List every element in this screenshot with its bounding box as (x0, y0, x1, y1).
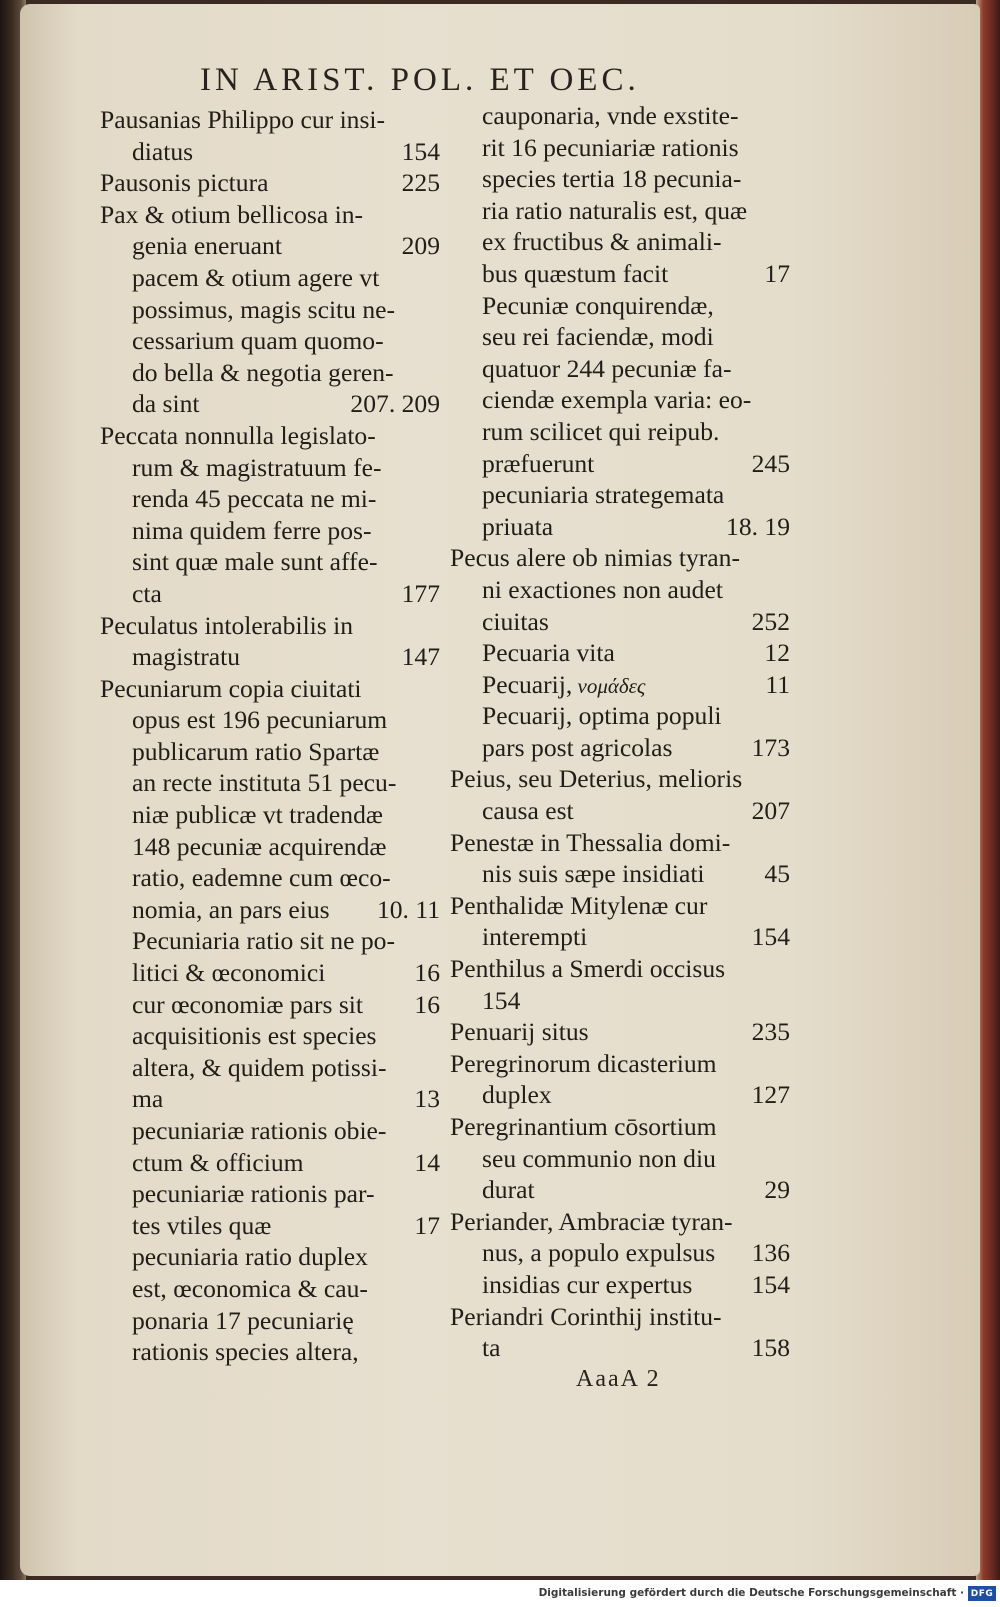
index-line (450, 985, 790, 1017)
index-line (100, 641, 440, 673)
index-column-left (100, 104, 440, 1368)
index-line (100, 325, 440, 357)
page-reference: 173 (751, 732, 790, 762)
index-entry-text: nis suis sæpe insidiati (482, 859, 705, 889)
page-reference: 12 (764, 638, 790, 668)
index-entry-text: ratio, eademne cum œco- (132, 863, 391, 893)
index-entry-text: rum & magistratuum fe- (132, 452, 382, 482)
page-reference: 235 (751, 1017, 790, 1047)
index-line (100, 1115, 440, 1147)
index-line (450, 1174, 790, 1206)
page-reference: 209 (401, 231, 440, 261)
index-entry-text: publicarum ratio Spartæ (132, 736, 380, 766)
index-line (450, 1269, 790, 1301)
index-entry-text: Pecuaria vita (482, 638, 615, 668)
index-line (100, 1305, 440, 1337)
index-entry-text: Peregrinantium cōsortium (450, 1112, 717, 1141)
index-entry-text: præfuerunt (482, 448, 595, 478)
index-entry-text: quatuor 244 pecuniæ fa- (482, 353, 732, 383)
index-entry-text: opus est 196 pecuniarum (132, 705, 388, 735)
index-entry-text: ctum & officium (132, 1147, 304, 1177)
index-entry-text: est, œconomica & cau- (132, 1273, 368, 1303)
index-line (100, 1336, 440, 1368)
index-entry-text: insidias cur expertus (482, 1269, 693, 1299)
index-entry-text: Penuarij situs (450, 1017, 589, 1047)
index-line (450, 353, 790, 385)
index-entry-text: ciuitas (482, 606, 549, 636)
index-entry-text: pars post agricolas (482, 732, 673, 762)
index-entry-text: rit 16 pecuniariæ rationis (482, 132, 739, 162)
index-line (450, 1048, 790, 1080)
index-entry-text: Pecuniarum copia ciuitati (100, 673, 362, 703)
index-entry-text: nima quidem ferre pos- (132, 515, 372, 545)
index-line (450, 1016, 790, 1048)
index-line (100, 957, 440, 989)
index-entry-text: an recte instituta 51 pecu- (132, 768, 397, 798)
index-entry-text: Periander, Ambraciæ tyran- (450, 1206, 733, 1236)
index-line (100, 1052, 440, 1084)
page-reference: 158 (751, 1333, 790, 1363)
index-line (100, 862, 440, 894)
index-entry-text: sint quæ male sunt affe- (132, 547, 378, 577)
page-reference: 154 (751, 922, 790, 952)
index-entry-text: pacem & otium agere vt (132, 262, 380, 292)
index-entry-text: Peccata nonnulla legislato- (100, 420, 376, 450)
running-head: IN ARIST. POL. ET OEC. (200, 62, 640, 98)
index-entry-text: causa est (482, 796, 574, 826)
index-line (450, 195, 790, 227)
index-entry-text: altera, & quidem potissi- (132, 1052, 387, 1082)
page-reference: 154 (751, 1269, 790, 1299)
page-reference: 147 (401, 642, 440, 672)
index-line (450, 479, 790, 511)
index-entry-text: ex fructibus & animali- (482, 227, 722, 257)
index-line (100, 230, 440, 262)
index-entry-text: tes vtiles quæ (132, 1210, 272, 1240)
index-line (100, 1273, 440, 1305)
index-entry-text: Pecuarij, (482, 669, 573, 699)
index-line (100, 357, 440, 389)
index-line (450, 384, 790, 416)
index-entry-text: magistratu (132, 642, 241, 672)
index-line (100, 104, 440, 136)
index-line (100, 578, 440, 610)
index-line (450, 700, 790, 732)
dfg-logo: DFG (968, 1586, 996, 1601)
index-line (100, 767, 440, 799)
index-entry-text: nus, a populo expulsus (482, 1238, 716, 1268)
footer-credit: Digitalisierung gefördert durch die Deutsche Forschungsgemeinschaft · (538, 1587, 964, 1599)
index-line (450, 100, 790, 132)
index-entry-text: species tertia 18 pecunia- (482, 164, 742, 194)
index-line (100, 894, 440, 926)
index-line (100, 831, 440, 863)
index-line (450, 858, 790, 890)
index-entry-text: acquisitionis est species (132, 1021, 377, 1051)
index-line (100, 262, 440, 294)
page-reference: 18. 19 (726, 511, 790, 541)
page-reference: 16 (414, 958, 440, 988)
index-line (450, 416, 790, 448)
index-entry-text: ponaria 17 pecuniarię (132, 1305, 354, 1335)
index-entry-text: Penthalidæ Mitylenæ cur (450, 890, 708, 920)
index-entry-text: Pausanias Philippo cur insi- (100, 105, 386, 134)
index-line (100, 420, 440, 452)
index-entry-text: rum scilicet qui reipub. (482, 416, 720, 446)
index-entry-text: ni exactiones non audet (482, 574, 723, 604)
index-line (450, 1301, 790, 1333)
index-line (450, 290, 790, 322)
page-reference: 11 (765, 669, 790, 699)
index-entry-text: nomia, an pars eius (132, 894, 330, 924)
page-reference: 17 (764, 258, 790, 288)
index-entry-text: cauponaria, vnde exstite- (482, 101, 739, 130)
index-entry-text: Pax & otium bellicosa in- (100, 199, 364, 229)
index-entry-text: Peregrinorum dicasterium (450, 1048, 717, 1078)
index-entry-text: Peculatus intolerabilis in (100, 610, 354, 640)
index-line (100, 1147, 440, 1179)
index-line (450, 763, 790, 795)
index-line (450, 574, 790, 606)
page-reference: 136 (751, 1238, 790, 1268)
index-entry-text: 154 (482, 985, 521, 1015)
index-entry-text: cur œconomiæ pars sit (132, 989, 364, 1019)
index-line (450, 795, 790, 827)
index-entry-text: do bella & negotia geren- (132, 357, 394, 387)
index-entry-text: da sint (132, 389, 200, 419)
index-entry-text: litici & œconomici (132, 958, 326, 988)
index-line (100, 736, 440, 768)
index-line (450, 1143, 790, 1175)
index-entry-text: interempti (482, 922, 588, 952)
index-line (100, 1241, 440, 1273)
index-line (100, 610, 440, 642)
page-reference: 45 (764, 859, 790, 889)
index-entry-text: niæ publicæ vt tradendæ (132, 800, 383, 830)
index-line (100, 989, 440, 1021)
index-line (450, 827, 790, 859)
index-entry-text: Pecuniaria ratio sit ne po- (132, 926, 395, 956)
index-line (100, 799, 440, 831)
index-entry-text: Pausonis pictura (100, 168, 269, 198)
index-entry-text: Pecuniæ conquirendæ, (482, 290, 714, 320)
index-entry-text: seu rei faciendæ, modi (482, 322, 714, 352)
index-entry-text: priuata (482, 511, 554, 541)
page-reference: 252 (751, 606, 790, 636)
signature-mark: AaaA 2 (576, 1366, 661, 1392)
index-line (450, 953, 790, 985)
page-reference: 207 (751, 796, 790, 826)
index-line (100, 483, 440, 515)
index-line (450, 1237, 790, 1269)
index-entry-text: rationis species altera, (132, 1337, 359, 1367)
page-reference: 207. 209 (350, 389, 440, 419)
index-line (450, 1111, 790, 1143)
index-entry-text: Pecus alere ob nimias tyran- (450, 543, 740, 573)
index-line (450, 258, 790, 290)
page-reference: 17 (414, 1210, 440, 1240)
index-line (450, 1079, 790, 1111)
index-entry-text: Penthilus a Smerdi occisus (450, 954, 726, 984)
index-entry-text: ma (132, 1084, 164, 1114)
index-entry-text: renda 45 peccata ne mi- (132, 484, 377, 514)
page-reference: 29 (764, 1175, 790, 1205)
index-entry-text: seu communio non diu (482, 1143, 716, 1173)
index-column-right (450, 100, 790, 1364)
index-line (450, 637, 790, 669)
index-entry-text: ta (482, 1333, 501, 1363)
index-line (100, 673, 440, 705)
index-line (450, 732, 790, 764)
page-reference: 13 (414, 1084, 440, 1114)
index-line (100, 515, 440, 547)
index-entry-text: Periandri Corinthij institu- (450, 1301, 722, 1331)
index-entry-text: ciendæ exempla varia: eo- (482, 385, 752, 415)
index-line (450, 1206, 790, 1238)
index-line (100, 1178, 440, 1210)
index-line (100, 294, 440, 326)
index-line (450, 921, 790, 953)
index-line (100, 452, 440, 484)
index-entry-text: pecuniaria ratio duplex (132, 1242, 368, 1272)
index-line (450, 132, 790, 164)
index-line (450, 669, 790, 701)
index-line (100, 199, 440, 231)
page-reference: 177 (401, 578, 440, 608)
index-entry-text: pecuniariæ rationis obie- (132, 1116, 387, 1145)
index-entry-text: Penestæ in Thessalia domi- (450, 827, 731, 857)
index-line (450, 606, 790, 638)
page-reference: 10. 11 (376, 894, 440, 924)
index-line (450, 321, 790, 353)
index-entry-text: genia eneruant (132, 231, 282, 261)
index-entry-text: cta (132, 578, 162, 608)
index-line (100, 388, 440, 420)
index-entry-text: durat (482, 1175, 535, 1205)
index-entry-text: Pecuarij, optima populi (482, 701, 722, 731)
page-reference: 245 (751, 448, 790, 478)
index-line (450, 890, 790, 922)
index-line (450, 163, 790, 195)
index-line (100, 925, 440, 957)
page-reference: 225 (401, 168, 440, 198)
index-entry-text: cessarium quam quomo- (132, 326, 384, 356)
index-line (450, 1332, 790, 1364)
index-line (100, 1083, 440, 1115)
index-entry-text: diatus (132, 136, 194, 166)
index-entry-text: pecuniaria strategemata (482, 480, 725, 510)
index-line (450, 226, 790, 258)
page-reference: 154 (401, 136, 440, 166)
index-entry-text: possimus, magis scitu ne- (132, 294, 396, 324)
index-line (100, 704, 440, 736)
index-line (450, 511, 790, 543)
index-line (100, 546, 440, 578)
page-reference: 127 (751, 1080, 790, 1110)
index-line (100, 136, 440, 168)
index-line (450, 448, 790, 480)
page-reference: 16 (414, 989, 440, 1019)
index-entry-text: duplex (482, 1080, 552, 1110)
index-line (100, 167, 440, 199)
greek-term: νομάδες (572, 673, 646, 698)
index-entry-text: 148 pecuniæ acquirendæ (132, 831, 387, 861)
page-reference: 14 (414, 1147, 440, 1177)
index-entry-text: Peius, seu Deterius, melioris (450, 764, 743, 794)
index-entry-text: bus quæstum facit (482, 258, 669, 288)
index-line (100, 1210, 440, 1242)
index-entry-text: ria ratio naturalis est, quæ (482, 195, 748, 225)
index-line (450, 542, 790, 574)
index-entry-text: pecuniariæ rationis par- (132, 1179, 375, 1209)
index-line (100, 1020, 440, 1052)
